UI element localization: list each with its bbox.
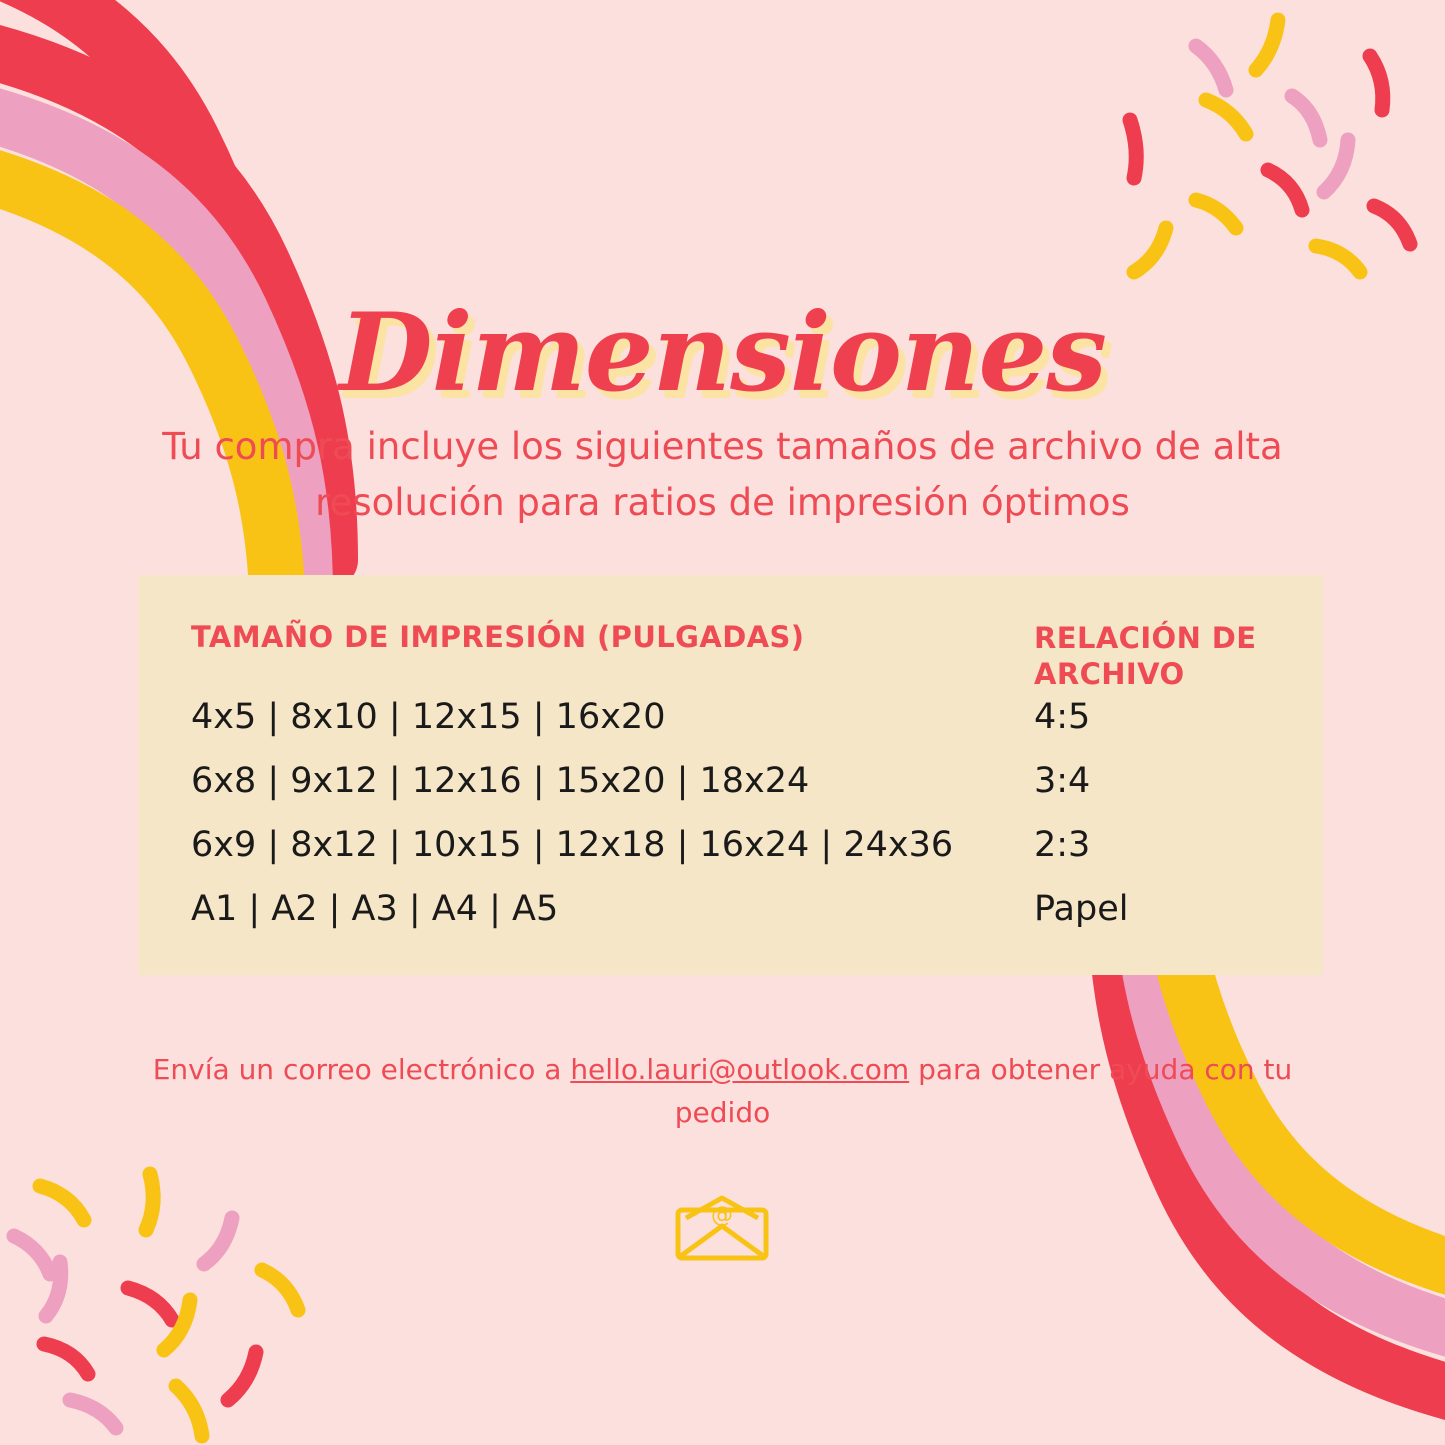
page-title: Dimensiones	[338, 290, 1107, 417]
cell-print-size: 6x9 | 8x12 | 10x15 | 12x18 | 16x24 | 24x36	[191, 825, 954, 865]
support-email-link[interactable]: hello.lauri@outlook.com	[570, 1053, 910, 1086]
column-header-print-size: TAMAÑO DE IMPRESIÓN (PULGADAS)	[191, 620, 805, 654]
dimensions-table-panel	[138, 575, 1323, 975]
column-header-file-ratio: RELACIÓN DE ARCHIVO	[1034, 621, 1257, 692]
table-row	[191, 825, 1291, 889]
cell-file-ratio: 4:5	[1034, 697, 1091, 737]
support-text-before: Envía un correo electrónico a	[152, 1053, 571, 1086]
table-row	[191, 889, 1291, 953]
cell-print-size: 4x5 | 8x10 | 12x15 | 16x20	[191, 697, 666, 737]
cell-file-ratio: 3:4	[1034, 761, 1091, 801]
cell-print-size: A1 | A2 | A3 | A4 | A5	[191, 889, 559, 929]
cell-print-size: 6x8 | 9x12 | 12x16 | 15x20 | 18x24	[191, 761, 810, 801]
table-row	[191, 761, 1291, 825]
cell-file-ratio: 2:3	[1034, 825, 1091, 865]
support-note	[150, 1048, 1295, 1135]
svg-text:@: @	[711, 1203, 733, 1228]
cell-file-ratio: Papel	[1034, 889, 1129, 929]
support-text-after: para obtener ayuda con tu pedido	[674, 1053, 1293, 1130]
page-subtitle: Tu compra incluye los siguientes tamaños de archivo de alta resolución para ratios de impresión óptimos	[162, 425, 1283, 524]
table-row	[191, 697, 1291, 761]
dimensions-table-rows	[191, 697, 1291, 953]
envelope-icon	[672, 1192, 772, 1264]
